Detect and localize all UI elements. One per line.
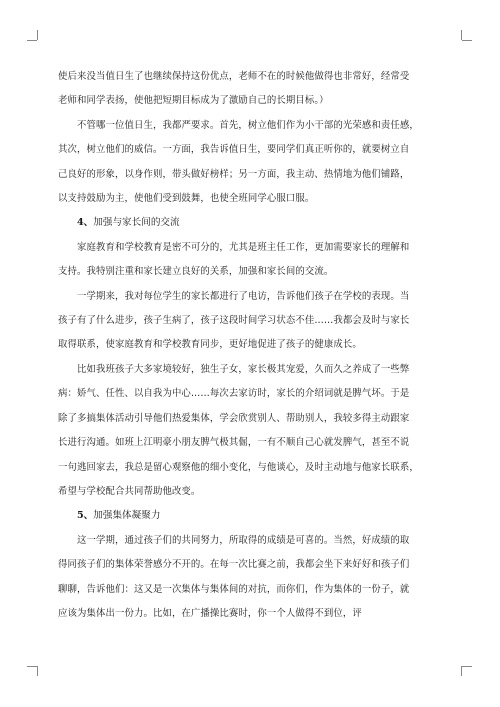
paragraph-line: 除了多搞集体活动引导他们热爱集体，学会欣赏别人、帮助别人，我较多得主动跟家 <box>58 412 410 424</box>
paragraph <box>58 114 444 212</box>
document-body <box>58 65 444 626</box>
section-number: 5、 <box>77 510 94 522</box>
paragraph-line: 希望与学校配合共同帮助他改变。 <box>58 485 201 497</box>
paragraph-line: 取得联系，使家庭教育和学校教育同步，更好地促进了孩子的健康成长。 <box>58 339 362 351</box>
paragraph <box>58 236 444 285</box>
paragraph-line: 其次，树立他们的威信。一方面，我告诉值日生，要同学们真正听你的，就要树立自 <box>58 144 410 156</box>
paragraph-line: 比如我班孩子大多家境较好，独生子女，家长极其宠爱，久而久之养成了一些弊 <box>77 363 410 375</box>
paragraph-line: 使后来没当值日生了也继续保持这份优点，老师不在的时候他做得也非常好，经常受 <box>58 71 410 82</box>
paragraph-line: 不管哪一位值日生，我都严要求。首先，树立他们作为小干部的光荣感和责任感， <box>77 119 419 131</box>
paragraph-line: 病：娇气、任性、以自我为中心……每次去家访时，家长的介绍词就是脾气坏。于是 <box>58 388 410 400</box>
section-number: 4、 <box>77 217 94 229</box>
paragraph-line: 孩子有了什么进步，孩子生病了，孩子这段时间学习状态不佳……我都会及时与家长 <box>58 315 410 327</box>
section-title: 加强与家长间的交流 <box>93 217 180 229</box>
paragraph-line: 以支持鼓励为主，使他们受到鼓舞，也使全班同学心服口服。 <box>58 193 315 205</box>
paragraph-line: 应该为集体出一份力。比如，在广播操比赛时，你一个人做得不到位，评 <box>58 607 362 619</box>
paragraph-line: 这一学期，通过孩子们的共同努力，所取得的成绩是可喜的。当然，好成绩的取 <box>77 534 410 546</box>
paragraph-line: 得同孩子们的集体荣誉感分不开的。在每一次比赛之前，我都会坐下来好好和孩子们 <box>58 559 410 571</box>
section-heading <box>58 504 444 528</box>
paragraph-line: 长进行沟通。如班上江明豪小朋友脾气极其倔，一有不顺自己心就发脾气，甚至不说 <box>58 437 410 449</box>
paragraph-line: 一句逃回家去，我总是留心观察他的细小变化，与他谈心，及时主动地与他家长联系， <box>58 461 419 473</box>
paragraph-line: 聊聊，告诉他们：这又是一次集体与集体间的对抗，而你们，作为集体的一份子，就 <box>58 583 410 595</box>
section-title: 加强集体凝聚力 <box>93 510 161 522</box>
paragraph-line: 家庭教育和学校教育是密不可分的，尤其是班主任工作，更加需要家长的理解和 <box>77 241 410 253</box>
paragraph-line: 支持。我特别注重和家长建立良好的关系，加强和家长间的交流。 <box>58 266 334 278</box>
paragraph <box>58 529 444 627</box>
paragraph-line: 己良好的形象，以身作则，带头做好榜样；另一方面，我主动、热情地为他们铺路， <box>58 168 410 180</box>
paragraph <box>58 285 444 358</box>
paragraph-line: 一学期来，我对每位学生的家长都进行了电访，告诉他们孩子在学校的表现。当 <box>77 290 410 302</box>
paragraph <box>58 358 444 504</box>
paragraph <box>58 65 444 114</box>
paragraph-line: 老师和同学表扬，使他把短期目标成为了激励自己的长期目标。） <box>58 95 329 107</box>
section-heading <box>58 211 444 235</box>
